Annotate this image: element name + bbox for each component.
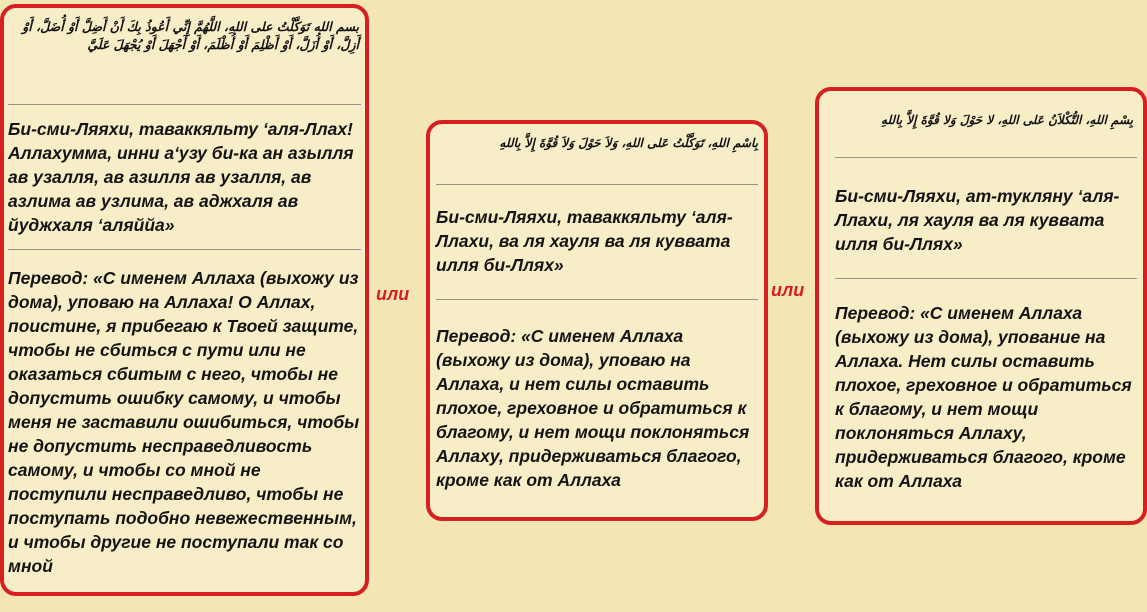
transliteration-text: Би-сми-Ляяхи, таваккяльту ‘аля-Ллах! Аллахумма, инни а‘узу би-ка ан азылля ав узалля, ав азилля ав узалля, ав азлима ав узлима, ав аджхаля ав йуджхаля ‘аляййа» [8,119,354,235]
dua-card-1 [0,4,369,596]
dua-card-2 [426,120,768,521]
dua-card-3 [815,87,1147,525]
translation-text: Перевод: «С именем Аллаха (выхожу из дома), упование на Аллаха. Нет силы оставить плохое, греховное и обратиться к благому, и нет мощи поклоняться Аллаху, придерживаться благого, кроме как от Аллаха [835,303,1132,491]
transliteration-text: Би-сми-Ляяхи, таваккяльту ‘аля-Ллахи, ва ля хауля ва ля куввата илля би-Ллях» [436,207,733,275]
translation-text: Перевод: «С именем Аллаха (выхожу из дома), уповаю на Аллаха! О Аллах, поистине, я прибегаю к Твоей защите, чтобы не сбиться с пути или не оказаться сбитым с него, чтобы не допустить ошибку самому, и чтобы меня не заставили ошибиться, чтобы не допустить несправедливость самому, и чтобы со мной не поступили несправедливо, чтобы не поступать подобно невежественным, и чтобы другие не поступали так со мной [8,268,360,576]
transliteration-text: Би-сми-Ляяхи, ат-тукляну ‘аля-Ллахи, ля хауля ва ля куввата илля би-Ллях» [835,186,1120,254]
arabic-text: بِسْمِ اللهِ، التُّكْلاَنُ عَلى اللهِ، لا حَوْلَ وَلا قُوَّةَ إِلاَّ بِاللهِ [881,113,1133,127]
arabic-text: بِاسْمِ اللهِ، تَوَكَّلْتُ عَلى اللهِ، وَلاَ حَوْلَ وَلاَ قُوَّةَ إِلاَّ بِاللهِ [499,136,758,150]
translation-text: Перевод: «С именем Аллаха (выхожу из дома), уповаю на Аллаха, и нет силы оставить плохое, греховное и обратиться к благому, и нет мощи поклоняться Аллаху, придерживаться благого, кроме как от Аллаха [436,326,750,490]
or-separator-1: или [376,284,410,304]
arabic-text: بسم الله تَوَكَّلْتُ على اللهِ، اللَّهُمَّ إِنِّي أَعُوذُ بِكَ أَنْ أَضِلَّ أَوْ أُضَلَّ، أَوْ أَزِلَّ، أَوْ أُزَلَّ، أَوْ أَظْلِمَ أَوْ أُظْلَمَ، أَوْ أَجْهَلَ أَوْ يُجْهَلَ عَلَيَّ [22,19,359,52]
or-separator-2: или [771,280,805,300]
